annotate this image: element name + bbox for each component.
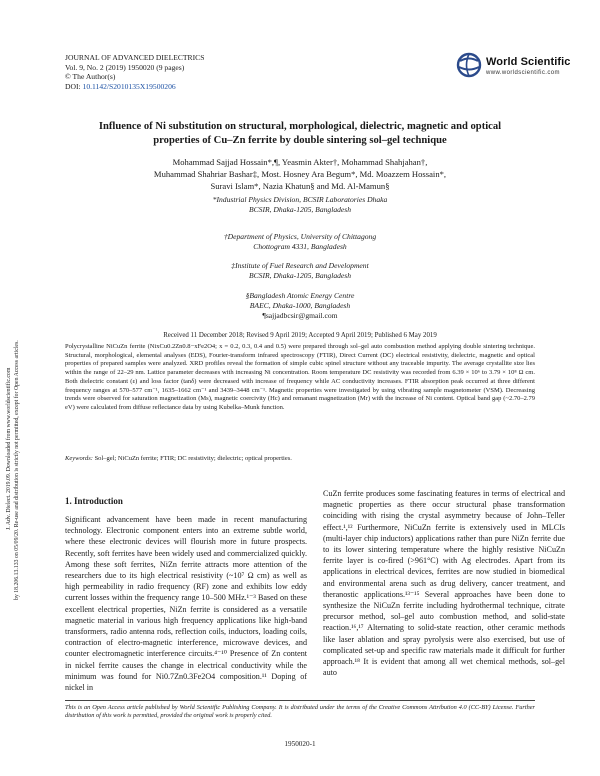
article-dates: Received 11 December 2018; Revised 9 April 2019; Accepted 9 April 2019; Published 6 May 2019 [163, 332, 437, 339]
doi-line [65, 82, 204, 92]
footnote-divider [65, 700, 535, 701]
authors-line-2: Muhammad Shahriar Bashar‡, Most. Hosney Ara Begum*, Md. Moazzem Hossain*, [153, 169, 447, 180]
affiliation-3-line-2: BCSIR, Dhaka-1205, Bangladesh [248, 271, 352, 281]
side-note-line-2: by 18.206.13.133 on 05/09/20. Re-use and distribution is strictly not permitted, except for Open Access articles. [14, 340, 20, 600]
abstract: Polycrystalline NiCuZn ferrite (NixCu0.2Zn0.8−xFe2O4; x = 0.2, 0.3, 0.4 and 0.5) were prepared through sol–gel auto combustion method applying double sintering technique. Structural, morphological, elemental analyses (EDS), Fourier-transform infrared spectroscopy (FTIR), Direct Current (DC) electrical resistivity, dielectric, magnetic and optical properties of prepared samples were analyzed. XRD profiles reveal the formation of simple cubic spinel structure without any traceable impurity. The average crystallite size lies within the range of 22–29 nm. Lattice parameter decreases with increasing Ni concentration. Room temperature DC resistivity was recorded from 6.39 × 10⁶ to 3.79 × 10⁸ Ω cm. Both dielectric constant (ε) and loss factor (tanδ) were decreased with increase of frequency while AC conductivity increases. FTIR absorption peak occurred at three different frequency ranges at 570–577 cm⁻¹, 1635–1662 cm⁻¹ and 3439–3448 cm⁻¹. Magnetic properties were investigated by using vibrating sample magnetometer (VSM). Decreasing trends were observed for saturation magnetization (Ms), magnetic coercivity (Hc) and remanant magnetization (Mr) with the increase of Ni content. Optical band gap (~2.70–2.79 eV) were calculated from diffuse reflectance data by using Kubelka–Munk function. [65, 343, 535, 411]
affiliation-3 [150, 261, 450, 281]
authors-line-1: Mohammad Sajjad Hossain*,¶, Yeasmin Akter†, Mohammad Shahjahan†, [172, 157, 428, 167]
author-list [90, 156, 510, 192]
open-access-footnote: This is an Open Access article published by World Scientific Publishing Company. It is distributed under the terms of the Creative Commons Attribution 4.0 (CC-BY) License. Further distribution of this work is permitted, provided the original work is properly cited. [65, 704, 535, 720]
side-note-line-1: J. Adv. Dielect. 2019.09. Downloaded from www.worldscientific.com [6, 367, 12, 530]
affiliation-2-line-1: †Department of Physics, University of Chittagong [223, 232, 377, 241]
affiliation-2-line-2: Chottogram 4331, Bangladesh [253, 242, 347, 252]
affiliation-2 [150, 232, 450, 252]
affiliation-1-line-2: BCSIR, Dhaka-1205, Bangladesh [248, 205, 352, 215]
download-side-note [0, 200, 26, 620]
keywords-label: Keywords: [65, 455, 93, 462]
affiliation-1 [150, 195, 450, 215]
affiliation-4-line-1: §Bangladesh Atomic Energy Centre [245, 291, 355, 300]
section-heading-introduction: 1. Introduction [65, 496, 123, 506]
affiliation-3-line-1: ‡Institute of Fuel Research and Development [231, 261, 369, 270]
world-scientific-logo-icon [456, 50, 484, 80]
keywords [65, 455, 535, 462]
affiliation-4 [150, 291, 450, 322]
journal-volume: Vol. 9, No. 2 (2019) 1950020 (9 pages) [65, 62, 185, 72]
publisher-url: www.worldscientific.com [486, 70, 560, 76]
publisher-name: World Scientific [486, 56, 571, 68]
intro-left-column: Significant advancement have been made in recent manufacturing technology. Electronic component enters into an extreme subtle world, where these electronic devices will flourish more in future prospects. Recently, soft ferrites have been widely used and commercialized quickly. Among these soft ferrites, NiZn ferrite attracts more attention of the researchers due to its high electrical resistivity (~10⁷ Ω cm) as well as high permeability in radio frequency (RF) zone and exhibits low eddy current losses within the frequency range 10–500 MHz.¹⁻³ Based on these excellent electrical properties, NiZn ferrite is considered as a versatile magnetic material in various high frequency applications like high-band transformers, radio antenna rods, reflection coils, inductors, loading coils, contraction of electro-magnetic interference, microwave devices, and counter electromagnetic interference circuits.⁴⁻¹⁰ Presence of Zn content in nickel ferrite causes the change in electrical conductivity while the minimum was found for Ni0.7Zn0.3Fe2O4 composition.¹¹ Doping of nickel in [65, 515, 307, 693]
article-title: Influence of Ni substitution on structural, morphological, dielectric, magnetic and optical properties of Cu–Zn ferrite by double sintering sol–gel technique [98, 121, 502, 146]
corresponding-email[interactable]: ¶sajjadbcsir@gmail.com [262, 311, 338, 321]
doi-label: DOI: [65, 81, 83, 91]
keywords-text: Sol–gel; NiCuZn ferrite; FTIR; DC resistivity; dielectric; optical properties. [94, 455, 292, 462]
publisher-logo[interactable] [456, 50, 571, 84]
affiliation-4-line-2: BAEC, Dhaka-1000, Bangladesh [249, 301, 351, 311]
affiliation-1-line-1: *Industrial Physics Division, BCSIR Laboratories Dhaka [212, 195, 388, 204]
journal-copyright: © The Author(s) [65, 72, 116, 82]
journal-name: JOURNAL OF ADVANCED DIELECTRICS [65, 53, 205, 62]
intro-right-column: CuZn ferrite produces some fascinating features in terms of electrical and magnetic properties as there occur structural phase transformation coinciding with rising the crystal asymmetry because of John–Teller effect.¹,¹² Furthermore, NiCuZn ferrite is extensively used in MLCIs (multi-layer chip inductors) applications rather than pure NiZn ferrite due to its lower sintering temperature where the highly resistive NiCuZn ferrite layer is co-fired (>961°C) with Ag electrodes. Apart from its applications in electrical devices, ferrites are now studied in biomedical and environmental arena such as drug delivery, cancer treatment, and theranostic applications.¹³⁻¹⁵ Several approaches have been done to synthesize the NiCuZn ferrite including hydrothermal technique, citrate precursor method, sol–gel auto combustion method, and solid-state reaction.¹⁶,¹⁷ Alternating to solid-state reaction, other ceramic methods like laser ablation and spray pyrolysis were also exercised, but use of complicated set-up and specific raw materials made it difficult for further approach.¹⁸ It is evident that among all wet chemical methods, sol–gel auto [323, 489, 565, 678]
authors-line-3: Suravi Islam*, Nazia Khatun§ and Md. Al-Mamun§ [210, 181, 390, 192]
doi-link[interactable]: 10.1142/S2010135X19500206 [82, 81, 176, 91]
page-number: 1950020-1 [284, 740, 316, 748]
journal-header [65, 53, 204, 91]
